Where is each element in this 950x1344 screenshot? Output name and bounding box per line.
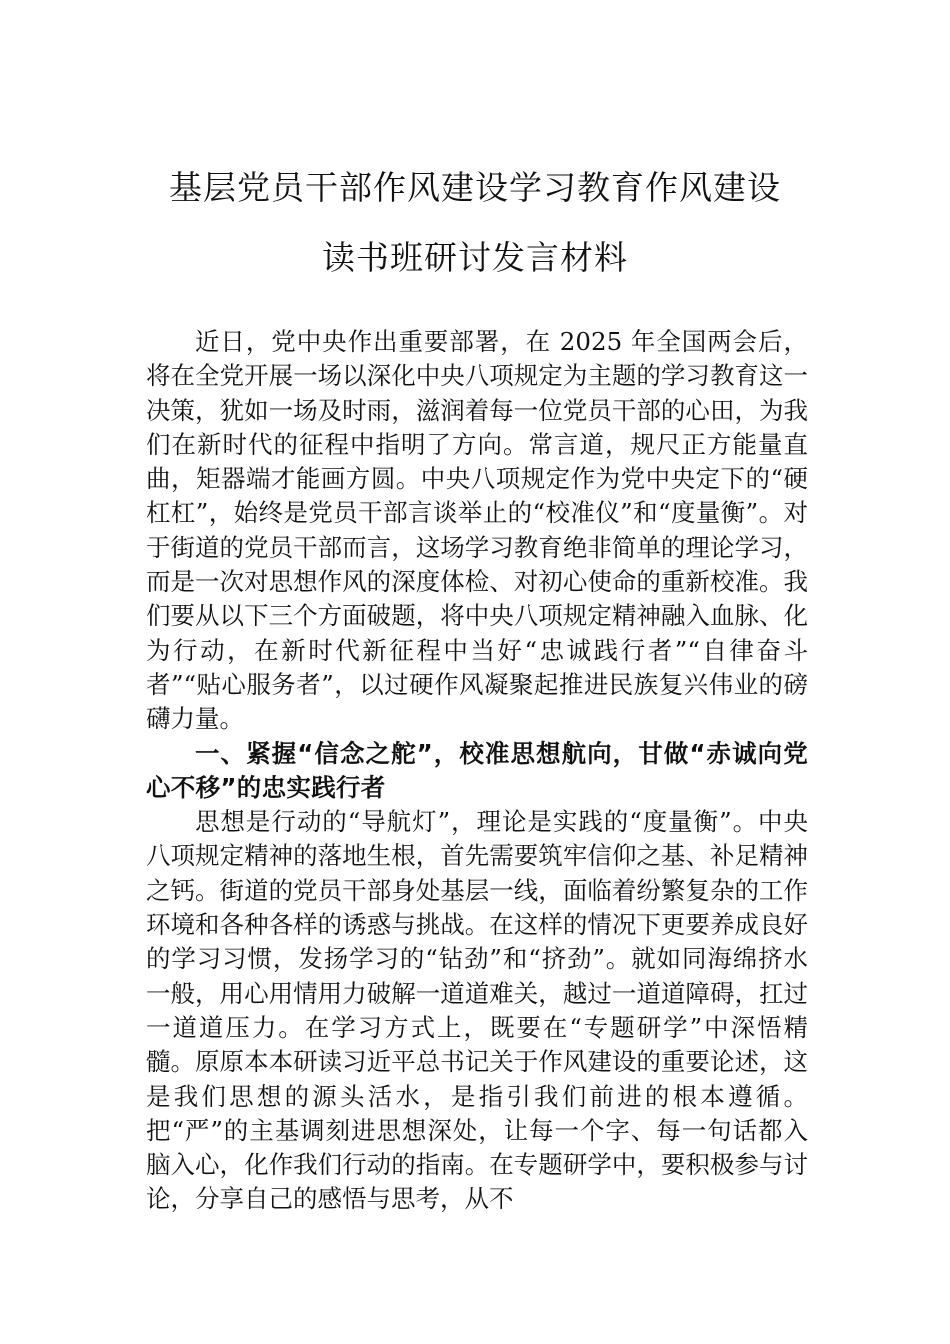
document-body [146,325,808,1217]
section-heading-1: 一、紧握“信念之舵”，校准思想航向，甘做“赤诚向党心不移”的忠实践行者 [146,738,808,802]
intro-paragraph: 近日，党中央作出重要部署，在 2025 年全国两会后，将在全党开展一场以深化中央八项规定为主题的学习教育这一决策，犹如一场及时雨，滋润着每一位党员干部的心田，为我们在新时代的征程中指明了方向。常言道，规尺正方能量直曲，矩器端才能画方圆。中央八项规定作为党中央定下的“硬杠杠”，始终是党员干部言谈举止的“校准仪”和“度量衡”。对于街道的党员干部而言，这场学习教育绝非简单的理论学习，而是一次对思想作风的深度体检、对初心使命的重新校准。我们要从以下三个方面破题，将中央八项规定精神融入血脉、化为行动，在新时代新征程中当好“忠诚践行者”“自律奋斗者”“贴心服务者”，以过硬作风凝聚起推进民族复兴伟业的磅礴力量。 [146,327,808,734]
document-title-line-1: 基层党员干部作风建设学习教育作风建设 [169,168,781,207]
document-title-line-2: 读书班研讨发言材料 [322,238,628,277]
section-1-paragraph: 思想是行动的“导航灯”，理论是实践的“度量衡”。中央八项规定精神的落地生根，首先需要筑牢信仰之基、补足精神之钙。街道的党员干部身处基层一线，面临着纷繁复杂的工作环境和各种各样的诱惑与挑战。在这样的情况下更要养成良好的学习习惯，发扬学习的“钻劲”和“挤劲”。就如同海绵挤水一般，用心用情用力破解一道道难关，越过一道道障碍，扛过一道道压力。在学习方式上，既要在“专题研学”中深悟精髓。原原本本研读习近平总书记关于作风建设的重要论述，这是我们思想的源头活水，是指引我们前进的根本遵循。把“严”的主基调刻进思想深处，让每一个字、每一句话都入脑入心，化作我们行动的指南。在专题研学中，要积极参与讨论，分享自己的感悟与思考，从不 [146,807,808,1214]
